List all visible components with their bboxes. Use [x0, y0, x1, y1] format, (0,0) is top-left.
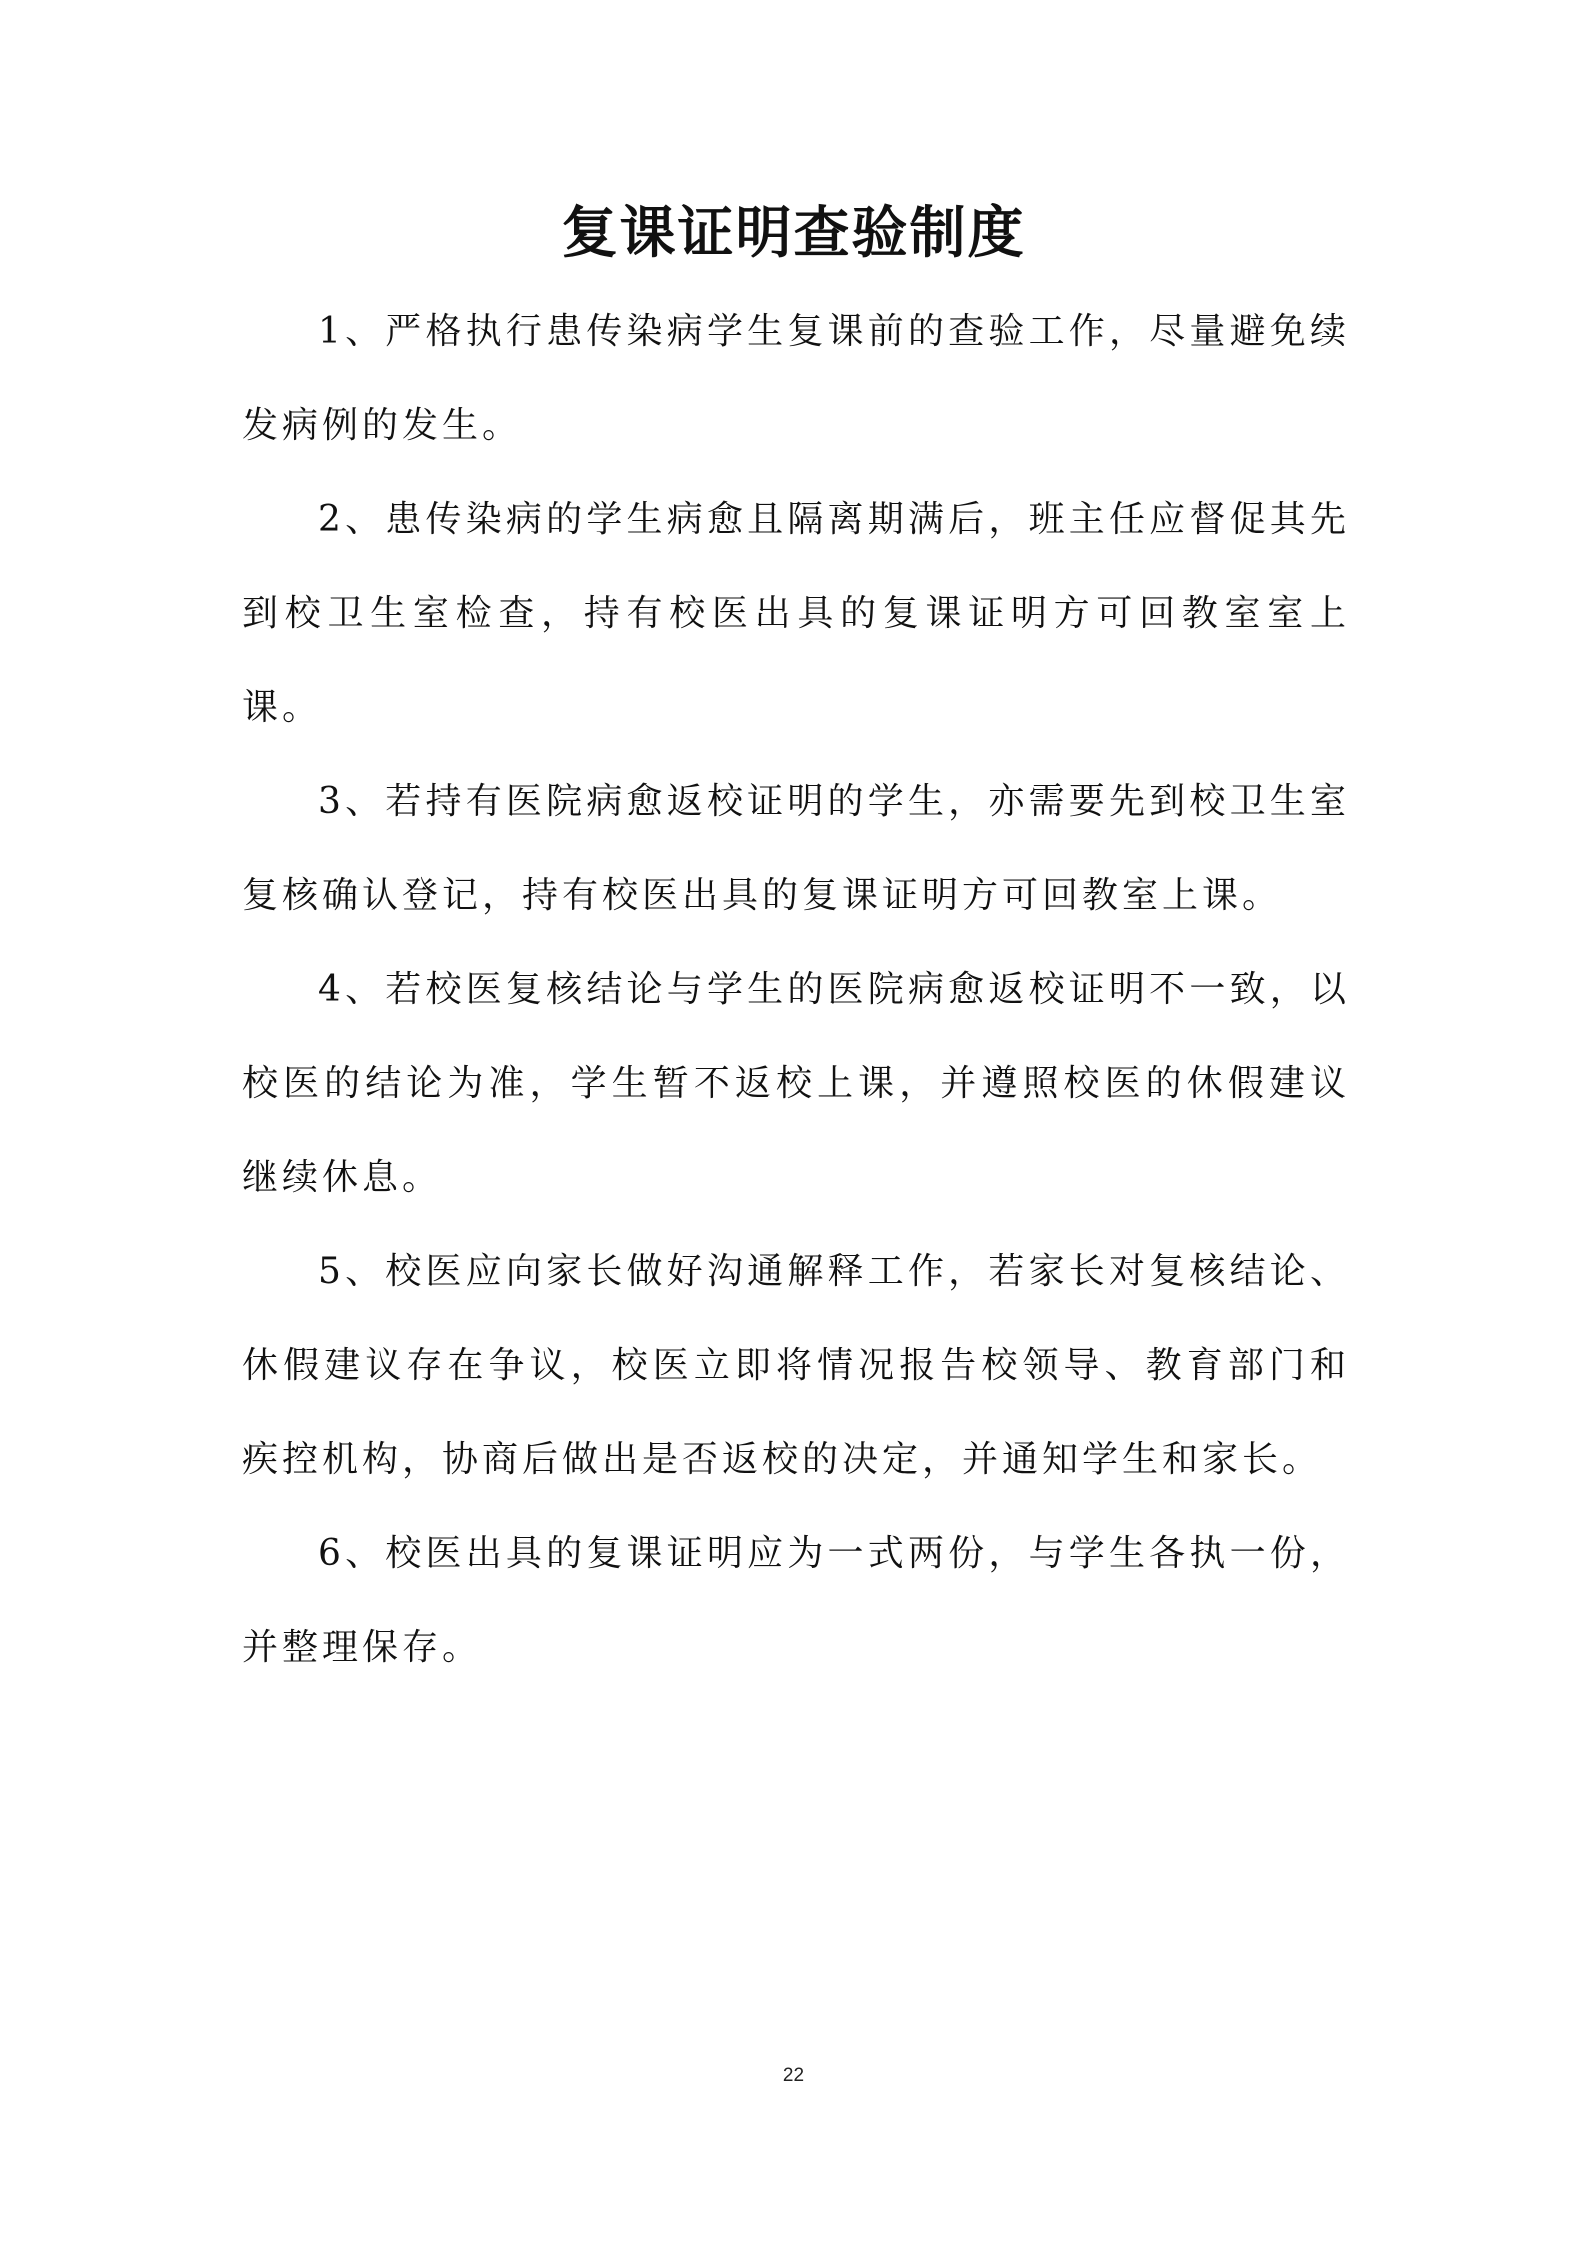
document-body	[242, 285, 1350, 1695]
paragraph-4: 4、若校医复核结论与学生的医院病愈返校证明不一致，以校医的结论为准，学生暂不返校上课，并遵照校医的休假建议继续休息。	[242, 969, 1350, 1198]
paragraph-5: 5、校医应向家长做好沟通解释工作，若家长对复核结论、休假建议存在争议，校医立即将情况报告校领导、教育部门和疾控机构，协商后做出是否返校的决定，并通知学生和家长。	[242, 1251, 1350, 1480]
paragraph-2: 2、患传染病的学生病愈且隔离期满后，班主任应督促其先到校卫生室检查，持有校医出具的复课证明方可回教室室上课。	[242, 499, 1350, 728]
paragraph-3: 3、若持有医院病愈返校证明的学生，亦需要先到校卫生室复核确认登记，持有校医出具的复课证明方可回教室上课。	[242, 781, 1350, 916]
paragraph-1: 1、严格执行患传染病学生复课前的查验工作，尽量避免续发病例的发生。	[242, 311, 1350, 446]
document-title: 复课证明查验制度	[561, 200, 1026, 266]
page-number: 22	[782, 2065, 805, 2086]
paragraph-6: 6、校医出具的复课证明应为一式两份，与学生各执一份，并整理保存。	[242, 1533, 1350, 1668]
